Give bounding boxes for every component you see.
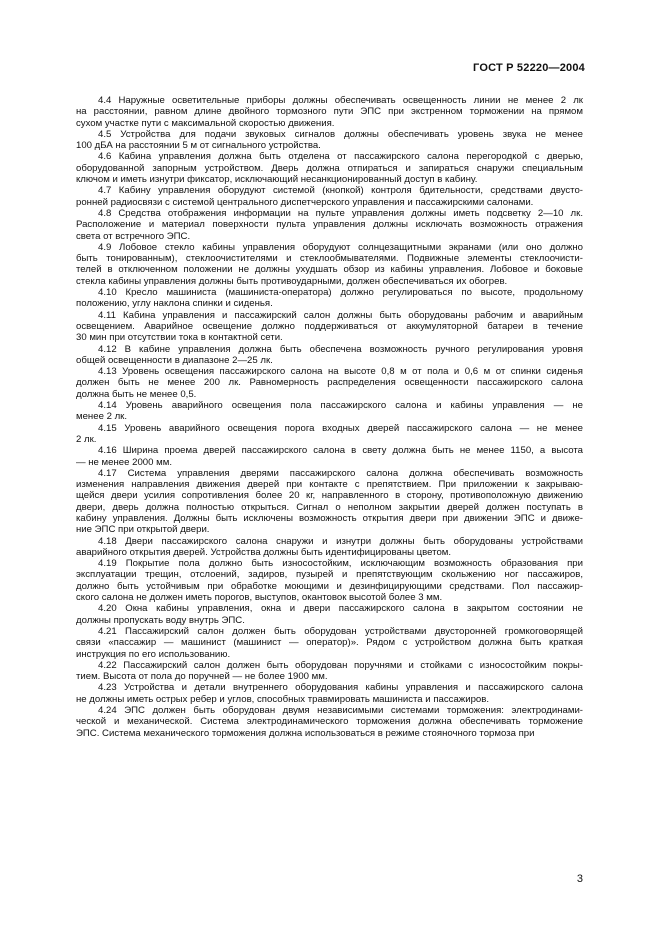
paragraph-line: 4.6 Кабина управления должна быть отделена от пассажирского салона перегородкой с дверью, [98,151,583,163]
paragraph-line: 30 мин при отсутствии тока в контактной сети. [76,332,283,344]
paragraph-line: изменения направления движения дверей при контакте с препятствием. При приложении к закрываю- [76,479,583,491]
paragraph-line: тием. Высота от пола до поручней — не более 1900 мм. [76,671,328,683]
paragraph-line: положению, углу наклона спинки и сиденья. [76,298,273,310]
paragraph-line: должны пропускать воду внутрь ЭПС. [76,614,245,626]
paragraph-line: 4.7 Кабину управления оборудуют системой (кнопкой) контроля бдительности, средствами двусто- [98,185,583,197]
paragraph-line: Расположение и материал поверхности пульта управления должны исключать возможность отражения [76,219,583,231]
paragraph-line: стекла кабины управления должны быть противоударными, должен обеспечиваться их обогрев. [76,275,508,287]
document-header-standard-id: ГОСТ Р 52220—2004 [473,62,585,74]
paragraph [76,660,583,683]
paragraph-line: 4.18 Двери пассажирского салона снаружи и изнутри должны быть оборудованы устройствами [98,535,583,547]
paragraph-line: менее 2 лк. [76,411,128,423]
paragraph-line: 4.24 ЭПС должен быть оборудован двумя независимыми системами торможения: электродинами- [98,705,583,717]
paragraph [76,400,583,423]
paragraph-line: телей в отключенном положении не должны ухудшать обзор из кабины управления. Лобовое и боковые [76,264,583,276]
paragraph [76,468,583,536]
paragraph [76,705,583,739]
paragraph [76,558,583,603]
paragraph-line: ключом и иметь изнутри фиксатор, исключающий несанкционированный доступ в кабину. [76,174,478,186]
paragraph [76,185,583,208]
paragraph-line: 4.13 Уровень освещения пассажирского салона на высоте 0,8 м от пола и 0,6 м от спинки сиденья [98,366,583,378]
paragraph-line: щейся двери усилия сопротивления более 20 кг, направленного в сторону, противоположную движению [76,490,583,502]
paragraph [76,445,583,468]
paragraph-line: инструкция по его использованию. [76,648,231,660]
paragraph [76,242,583,287]
paragraph-line: 4.9 Лобовое стекло кабины управления оборудуют солнцезащитными экранами (или оно должно [98,241,583,253]
paragraph-line: 4.14 Уровень аварийного освещения пола пассажирского салона и кабины управления — не [98,400,583,412]
paragraph-line: сухом участке пути с максимальной скоростью движения. [76,117,335,129]
paragraph-line: аварийного открытия дверей. Устройства должны быть идентифицированы цветом. [76,546,452,558]
paragraph-line: 4.12 В кабине управления должна быть обеспечена возможность ручного регулирования уровня [98,343,583,355]
paragraph-line: 4.22 Пассажирский салон должен быть оборудован поручнями и стойками с износостойким покры- [98,659,583,671]
paragraph-line: 4.8 Средства отображения информации на пульте управления должны иметь подсветку 2—10 лк. [98,207,583,219]
paragraph-line: быть тонированным), стеклоочистителями и стеклообмывателями. Подвижные элементы стеклоочисти- [76,253,583,265]
paragraph [76,603,583,626]
paragraph-line: ЭПС. Система механического торможения должна использоваться в режиме стояночного тормоза при [76,727,535,739]
paragraph-line: освещением. Аварийное освещение должно поддерживаться от аккумуляторной батареи в течение [76,320,583,332]
paragraph-line: 2 лк. [76,433,97,445]
document-body [76,95,583,739]
paragraph-line: 4.20 Окна кабины управления, окна и двери пассажирского салона в закрытом состоянии не [98,603,583,615]
paragraph-line: 4.21 Пассажирский салон должен быть оборудован устройствами двусторонней громкоговорящей [98,625,583,637]
page-number: 3 [576,873,583,885]
paragraph-line: должно быть устойчивым при обработке моющими и дезинфицирующими средствами. Пол пассажир- [76,580,583,592]
paragraph-line: ского салона не должен иметь порогов, выступов, окантовок высотой более 3 мм. [76,592,443,604]
paragraph-line: 4.5 Устройства для подачи звуковых сигналов должны обеспечивать уровень звука не менее [98,128,583,140]
paragraph-line: света от встречного ЭПС. [76,230,191,242]
paragraph-line: 4.19 Покрытие пола должно быть износостойким, исключающим возможность образования при [98,558,583,570]
paragraph-line: ние ЭПС при открытой двери. [76,524,210,536]
paragraph-line: общей освещенности в диапазоне 2—25 лк. [76,354,273,366]
paragraph [76,536,583,559]
paragraph [76,287,583,310]
paragraph-line: двери, дверь должна полностью открыться. Сигнал о неполном закрытии дверей должен поступать в [76,501,583,513]
paragraph-line: 4.11 Кабина управления и пассажирский салон должны быть оборудованы рабочим и аварийным [98,309,583,321]
paragraph-line: 4.17 Система управления дверями пассажирского салона должна обеспечивать возможность [98,467,583,479]
paragraph [76,151,583,185]
paragraph-line: должен быть не менее 200 лк. Равномерность распределения освещенности пассажирского салона [76,377,583,389]
paragraph [76,129,583,152]
paragraph-line: 100 дБА на расстоянии 5 м от сигнального устройства. [76,140,321,152]
paragraph-line: оборудованной запорным устройством. Дверь должна отпираться и запираться снаружи специальным [76,162,583,174]
paragraph-line: должна быть не менее 0,5. [76,388,197,400]
paragraph-line: 4.23 Устройства и детали внутреннего оборудования кабины управления и пассажирского салона [98,682,583,694]
paragraph-line: ческой и механической. Система электродинамического торможения должна обеспечивать торможение [76,716,583,728]
paragraph-line: 4.4 Наружные осветительные приборы должны обеспечивать освещенность линии не менее 2 лк [98,95,583,106]
paragraph-line: ронней радиосвязи с системой центрального диспетчерского управления и пассажирскими салонами. [76,196,534,208]
paragraph-line: кабину управления. Должны быть исключены возможность открытия двери при движении ЭПС и движе- [76,512,583,524]
paragraph [76,682,583,705]
paragraph [76,366,583,400]
paragraph-line: эксплуатации трещин, отслоений, задиров, пузырей и препятствующим скольжению ног пассажиров, [76,569,583,581]
paragraph [76,626,583,660]
paragraph-line: не должны иметь острых ребер и углов, способных травмировать машиниста и пассажиров. [76,693,490,705]
paragraph [76,344,583,367]
paragraph-line: 4.16 Ширина проема дверей пассажирского салона в свету должна быть не менее 1150, а высота [98,445,583,457]
paragraph-line: на расстоянии, равном длине двойного тормозного пути ЭПС при экстренном торможении на прямом [76,106,583,118]
paragraph-line: 4.10 Кресло машиниста (машиниста-оператора) должно регулироваться по высоте, продольному [98,287,583,299]
paragraph-line: — не менее 2000 мм. [76,456,172,468]
paragraph [76,423,583,446]
paragraph-line: связи «пассажир — машинист (машинист — оператор)». Рядом с устройством должна быть краткая [76,637,583,649]
paragraph [76,95,583,129]
paragraph [76,310,583,344]
paragraph-line: 4.15 Уровень аварийного освещения порога входных дверей пассажирского салона — не менее [98,422,583,434]
paragraph [76,208,583,242]
